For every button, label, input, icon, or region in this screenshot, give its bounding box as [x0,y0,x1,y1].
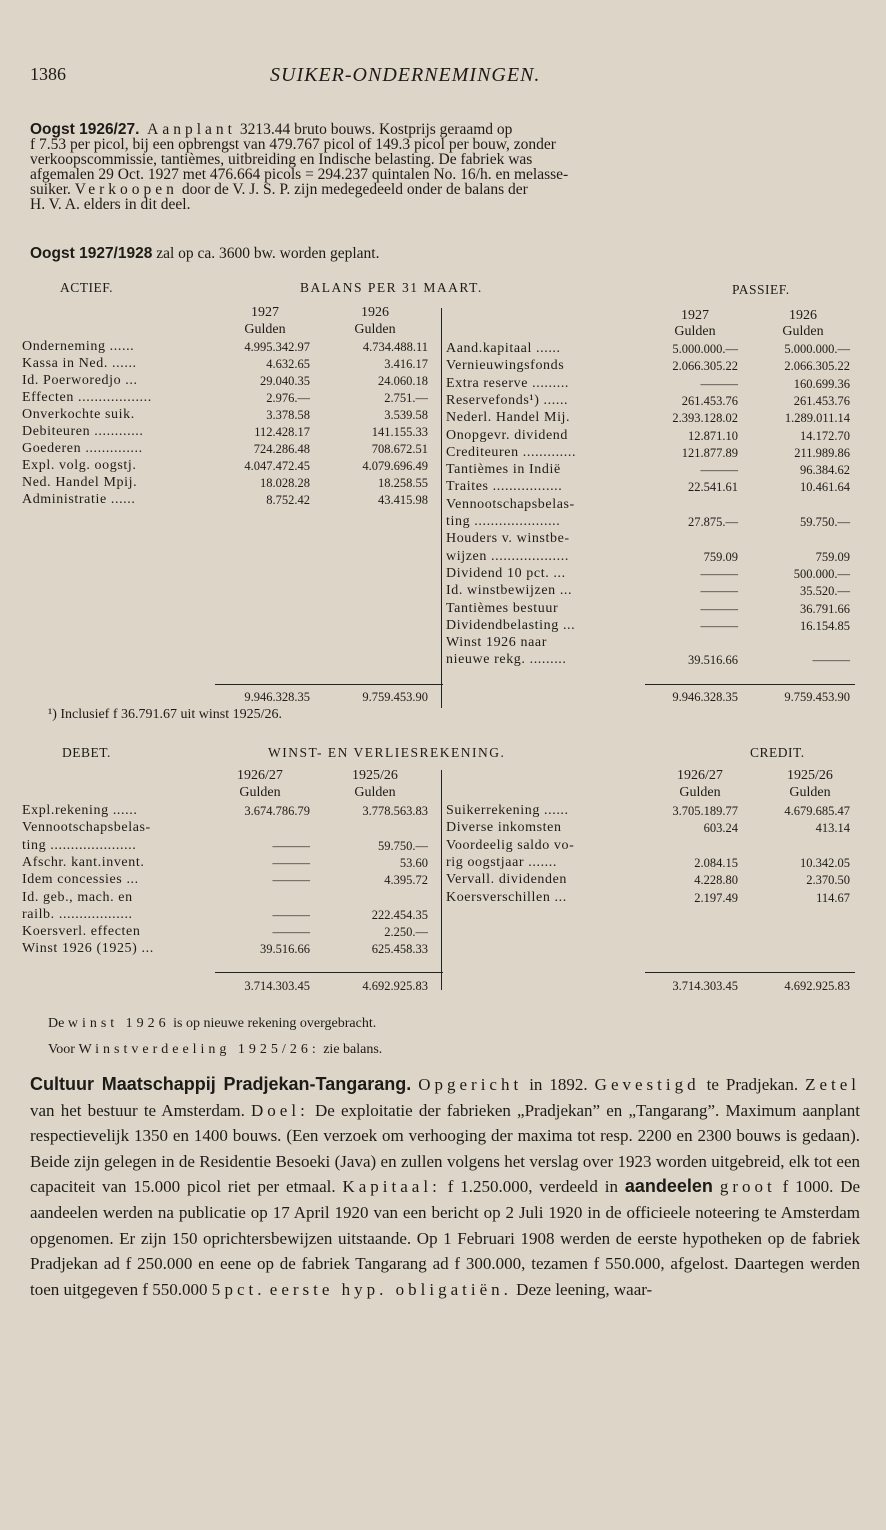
balans-title: BALANS PER 31 MAART. [300,280,483,295]
value-b: 16.154.85 [800,618,850,633]
value-b: 24.060.18 [378,374,428,388]
value-b: 413.14 [815,821,850,836]
value-b: 222.454.35 [371,907,428,922]
value-b: 500.000.— [793,566,850,581]
debet-total-b: 4.692.925.83 [362,979,428,993]
value-b: 35.520.— [800,584,850,599]
row-label: Winst 1926 (1925) ... [22,941,154,957]
actief-year-a: 1927 [251,305,279,320]
value-b: 625.458.33 [371,942,428,957]
verkoopen-label: Verkoopen [74,181,178,198]
actief-total-a: 9.946.328.35 [244,690,310,704]
credit-total-a: 3.714.303.45 [672,979,738,993]
row-label: Expl.rekening ...... [22,803,138,818]
value-b: 2.250.— [384,925,428,940]
value-a: 8.752.42 [266,493,310,507]
credit-year-a: 1926/27 [677,768,723,783]
value-a: ——— [700,601,738,616]
value-a: 39.516.66 [688,653,738,668]
company-text-7: Deze leening, waar- [516,1279,653,1299]
row-label: Koersverschillen ... [446,889,567,905]
value-a: 3.378.58 [266,408,310,422]
row-label: Id. winstbewijzen ... [446,583,573,599]
value-a: 27.875.— [688,515,738,529]
value-b: 2.751.— [384,391,428,405]
wv-note-1 [48,1016,376,1032]
wv-title: WINST- EN VERLIESREKENING. [268,745,506,760]
value-b: 59.750.— [800,515,850,529]
row-label: wijzen ................... [446,548,569,564]
row-label: Goederen .............. [22,441,143,456]
balans-actief-title: ACTIEF. [60,280,114,295]
value-b: 4.079.696.49 [362,459,428,473]
intro-line1: 3213.44 bruto bouws. Kostprijs geraamd op [239,121,513,138]
oogst2-paragraph [30,246,848,261]
row-label: Vennootschapsbelas- [22,820,151,836]
opgericht-label: Opgericht [418,1075,523,1094]
value-a: ——— [700,566,738,581]
credit-year-b: 1925/26 [787,768,833,783]
row-label: Expl. volg. oogstj. [22,458,137,473]
row-label: Traites ................. [446,479,563,495]
gevestigd-label: Gevestigd [594,1075,700,1094]
intro-line5b: door de V. J. S. P. zijn medegedeeld onder de balans der [181,181,528,198]
row-label: rig oogstjaar ....... [446,854,557,870]
passief-unit-b: Gulden [782,324,824,339]
row-label: Houders v. winstbe- [446,531,570,547]
passief-year-a: 1927 [681,308,709,323]
value-b: 3.778.563.83 [362,804,428,818]
oogst2-label: Oogst 1927/1928 [30,245,153,262]
value-b: 114.67 [816,890,850,905]
kapitaal-label: Kapitaal: [342,1177,441,1197]
value-a: ——— [272,873,310,888]
wv-note1-b: is op nieuwe rekening overgebracht. [173,1016,377,1031]
row-label: Dividend 10 pct. ... [446,565,566,581]
value-b: 53.60 [399,855,428,870]
value-b: 3.539.58 [384,408,428,422]
row-label: Reservefonds¹) ...... [446,392,569,408]
wv-note2-a: Voor [48,1042,75,1057]
value-b: 4.679.685.47 [784,804,850,818]
value-a: 4.632.65 [266,357,310,371]
debet-total-a: 3.714.303.45 [244,979,310,993]
intro-line3: verkoopscommissie, tantièmes, uitbreiding en Indische belasting. De fabriek was [30,151,533,168]
value-b: 18.258.55 [378,476,428,490]
row-label: Vennootschapsbelas- [446,496,575,512]
row-label: Koersverl. effecten [22,924,141,940]
row-label: Dividendbelasting ... [446,617,576,633]
value-a: ——— [700,584,738,599]
value-a: 39.516.66 [260,942,310,957]
doel-label: Doel: [251,1100,309,1120]
value-b: 261.453.76 [793,393,850,408]
actief-unit-b: Gulden [354,322,396,337]
actief-unit-a: Gulden [244,322,286,337]
value-b: 141.155.33 [371,425,428,439]
value-a: ——— [700,618,738,633]
value-a: ——— [272,907,310,922]
value-a: 2.084.15 [694,855,738,870]
groot-label: groot [719,1177,776,1197]
row-label: ting ..................... [22,837,137,853]
row-label: nieuwe rekg. ......... [446,652,567,668]
balans-passief-title: PASSIEF. [732,282,790,297]
row-label: Tantièmes bestuur [446,600,559,616]
value-b: 14.172.70 [800,428,850,443]
value-a: 603.24 [703,821,738,836]
row-label: Idem concessies ... [22,872,139,888]
wv-note1-a: De [48,1016,65,1031]
company-text-6: f 1000. De aandeelen werden na publicatie op 17 April 1920 van een bericht op 2 Juli 1920 in de officieele noteering te Amsterdam opgenomen. Er zijn 150 oprichtersbewijzen uitstaande. Op 1 Februari 1908 werden de eerste hypotheken op de fabriek Pradjekan ad f 250.000 en eene op de fabriek Tangarang ad f 300.000, tezamen f 550.000, afgelost. Daartegen werden toen uitgegeven f 550.000 5 [30,1177,861,1299]
intro-line4: afgemalen 29 Oct. 1927 met 476.664 picols = 294.237 quintalen No. 16/h. en melasse- [30,166,569,183]
value-a: ——— [272,855,310,870]
value-b: 10.461.64 [800,480,850,495]
intro-line5a: suiker. [30,181,71,198]
value-b: 759.09 [815,549,850,564]
value-b: 59.750.— [378,838,428,853]
row-label: Voordeelig saldo vo- [446,837,575,853]
row-label: Kassa in Ned. ...... [22,356,137,371]
row-label: Afschr. kant.invent. [22,854,145,870]
value-a: 18.028.28 [260,476,310,490]
row-label: Nederl. Handel Mij. [446,410,571,426]
value-b: 10.342.05 [800,855,850,870]
value-a: 2.066.305.22 [672,359,738,374]
value-a: 724.286.48 [253,442,310,456]
debet-total-rule [215,972,443,973]
balans-divider [441,308,442,708]
row-label: ting ..................... [446,514,561,529]
value-a: 112.428.17 [254,425,310,439]
debet-unit-b: Gulden [354,785,396,800]
row-label: Onverkochte suik. [22,407,135,422]
passief-total-b: 9.759.453.90 [784,690,850,704]
value-a: 12.871.10 [688,428,738,443]
company-text-2: te Pradjekan. [706,1075,799,1094]
value-b: 211.989.86 [794,445,850,460]
value-b: 708.672.51 [371,442,428,456]
company-text-4: De exploitatie der fabrieken „Pradjekan” en „Tangarang”. Maximum aanplant respectievelijk 1350 en 1400 bouws. (Een verzoek om verhooging der maxima tot resp. 2200 en 2300 bouws is gedaan). Beide zijn gelegen in de Residentie Besoeki (Java) en zullen volgens het verslag over 1923 worden uitgebreid, elk tot een capaciteit van 15.000 picol riet per etmaal. [30,1100,861,1197]
row-label: Aand.kapitaal ...... [446,341,561,356]
row-label: railb. .................. [22,906,133,922]
value-a: 4.228.80 [694,873,738,888]
value-b: 4.734.488.11 [362,340,428,354]
company-text-5: f 1.250.000, verdeeld in [447,1177,618,1197]
oogst2-text: zal op ca. 3600 bw. worden geplant. [156,245,380,262]
value-a: 22.541.61 [688,480,738,495]
pct-label: pct. [224,1279,266,1299]
value-a: ——— [272,838,310,853]
value-b: 4.395.72 [384,873,428,888]
intro-paragraph [30,122,848,212]
oogst-label: Oogst 1926/27. [30,121,140,138]
eerste-label: eerste hyp. obligatiën. [269,1279,512,1299]
row-label: Debiteuren ............ [22,424,144,439]
value-a: ——— [272,925,310,940]
value-a: 2.393.128.02 [672,411,738,426]
intro-line2: f 7.53 per picol, bij een opbrengst van 479.767 picol of 149.3 picol per bouw, zonder [30,136,556,153]
row-label: Winst 1926 naar [446,635,547,651]
row-label: Onopgevr. dividend [446,427,569,443]
passief-total-a: 9.946.328.35 [672,690,738,704]
credit-unit-a: Gulden [679,785,721,800]
value-b: 36.791.66 [800,601,850,616]
row-label: Crediteuren ............. [446,444,577,460]
intro-line [30,182,848,197]
page-number: 1386 [30,64,66,84]
value-a: 2.976.— [266,391,310,405]
actief-total-rule [215,684,443,685]
value-a: ——— [700,376,738,391]
value-b: 43.415.98 [378,493,428,507]
row-label: Id. Poerworedjo ... [22,373,138,388]
value-a: 2.197.49 [694,890,738,905]
passief-total-rule [645,684,855,685]
passief-unit-a: Gulden [674,324,716,339]
credit-total-rule [645,972,855,973]
row-label: Ned. Handel Mpij. [22,475,138,490]
wv-note1-spaced: winst 1926 [67,1016,170,1031]
wv-note2-b: zie balans. [323,1042,383,1057]
value-b: ——— [812,653,850,668]
actief-year-b: 1926 [361,305,389,320]
company-paragraph [30,1072,860,1302]
intro-line [30,122,848,137]
credit-unit-b: Gulden [789,785,831,800]
value-a: 121.877.89 [681,445,738,460]
value-b: 160.699.36 [793,376,850,391]
value-b: 96.384.62 [800,463,850,478]
zetel-label: Zetel [805,1075,861,1094]
company-text-1: in 1892. [529,1075,588,1094]
running-title: SUIKER-ONDERNEMINGEN. [270,64,541,86]
value-b: 5.000.000.— [784,342,850,356]
value-a: 3.705.189.77 [672,804,738,818]
wv-note2-spaced: Winstverdeeling 1925/26: [78,1042,320,1057]
value-b: 3.416.17 [384,357,428,371]
value-a: 4.047.472.45 [244,459,310,473]
debet-year-b: 1925/26 [352,768,398,783]
value-b: 1.289.011.14 [784,411,850,426]
passief-year-b: 1926 [789,308,817,323]
value-a: 5.000.000.— [672,342,738,356]
row-label: Onderneming ...... [22,339,135,354]
debet-unit-a: Gulden [239,785,281,800]
row-label: Effecten .................. [22,390,152,405]
value-a: 759.09 [703,549,738,564]
row-label: Tantièmes in Indië [446,462,561,478]
value-b: 2.370.50 [806,873,850,888]
row-label: Id. geb., mach. en [22,889,133,905]
aanplant-label: Aanplant [147,121,236,138]
company-text-3: van het bestuur te Amsterdam. [30,1100,245,1120]
wv-credit-title: CREDIT. [750,745,805,760]
value-b: 2.066.305.22 [784,359,850,374]
actief-total-b: 9.759.453.90 [362,690,428,704]
value-a: 29.040.35 [260,374,310,388]
intro-line6: H. V. A. elders in dit deel. [30,196,191,213]
row-label: Vernieuwingsfonds [446,358,565,374]
value-a: ——— [700,463,738,478]
wv-divider [441,770,442,990]
company-name: Cultuur Maatschappij Pradjekan-Tangarang. [30,1074,412,1094]
value-a: 3.674.786.79 [244,804,310,818]
value-a: 4.995.342.97 [244,340,310,354]
row-label: Diverse inkomsten [446,820,562,836]
aandeelen-label: aandeelen [624,1176,713,1197]
balans-footnote: ¹) Inclusief f 36.791.67 uit winst 1925/26. [48,707,283,722]
wv-note-2 [48,1042,382,1058]
row-label: Extra reserve ......... [446,375,570,391]
row-label: Administratie ...... [22,492,136,507]
row-label: Vervall. dividenden [446,872,568,888]
wv-debet-title: DEBET. [62,745,111,760]
credit-total-b: 4.692.925.83 [784,979,850,993]
row-label: Suikerrekening ...... [446,803,569,818]
value-a: 261.453.76 [681,393,738,408]
debet-year-a: 1926/27 [237,768,283,783]
